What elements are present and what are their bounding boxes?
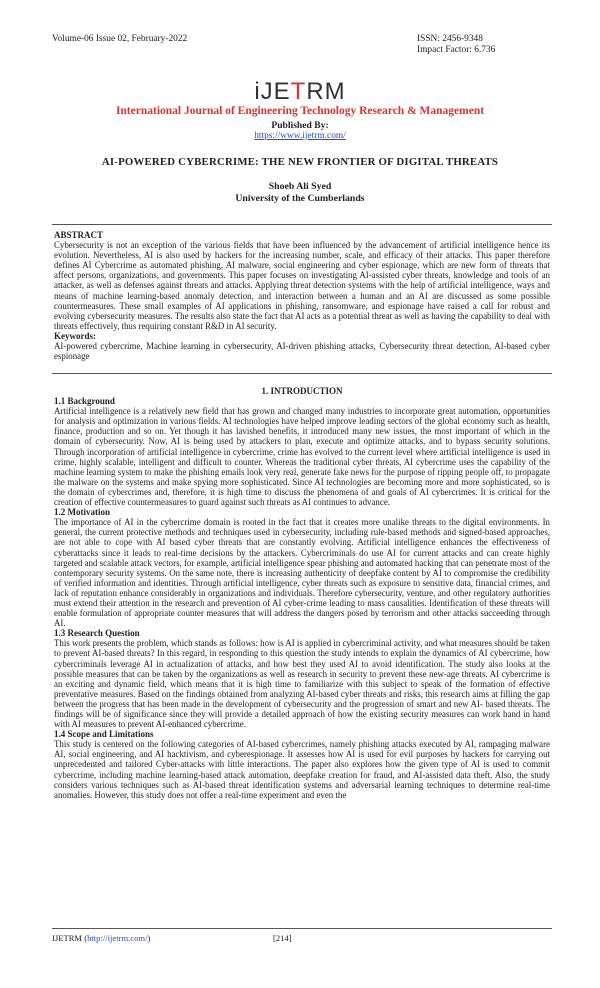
introduction-block: [54, 386, 550, 800]
section-heading-motivation: 1.2 Motivation: [54, 507, 110, 518]
footer-journal: IJETRM (http://ijetrm.com/): [52, 933, 151, 943]
section-text-scope: This study is centered on the following categories of AI-based cybercrimes, namely phishing attacks executed by AI, rampaging malware AI, social engineering, and AI hacktivism, and cyberespionage. It assesses how AI is used for evil purposes by hackers for carrying out unprecedented and tailored Cyber-attacks with little interactions. The paper also explores how the given type of AI is used to commit cybercrime, including machine learning-based attack automation, deepfake creation for fraud, and AI-assisted data theft. Also, the study considers various techniques such as AI-based threat identification systems and adversarial learning techniques to determine real-time anomalies. However, this study does not offer a real-time experiment and even the: [54, 739, 550, 800]
issn: ISSN: 2456-9348: [417, 34, 483, 44]
logo-suffix: RM: [306, 78, 346, 105]
section-text-motivation: The importance of AI in the cybercrime domain is rooted in the fact that it creates more unalike threats to the digital environments. In general, the current protective methods and techniques used in cybersecurity, including rule-based methods and signed-based approaches, are not able to cope with AI based cyber threats that are constantly evolving. Artificial intelligence enhances the effectiveness of cyberattacks since it leads to real-time decisions by the attackers. Cybercriminals do use AI for current attacks and can create highly targeted and scalable attack vectors, for example, artificial intelligence spear phishing and automated hacking that can penetrate most of the contemporary security systems. On the same note, there is increasing authenticity of deepfake content by AI to compromise the credibility of verified information and identities. Through artificial intelligence, cyber threats such as exposure to sensitive data, financial crimes, and lack of reputation enhance considerably in organizations and individuals. Therefore cybersecurity, venture, and other regulatory authorities must extend their attention in the research and prevention of AI cyber-crime leading to mass causalities. Identification of these threats will enable formulation of appropriate counter measures that will address the dangers posed by terrorism and other attacks succeeding through AI.: [54, 517, 550, 629]
section-text-background: Artificial intelligence is a relatively new field that has grown and changed many industries to incorporate great automation, opportunities for analysis and optimization in various fields. AI technologies have helped improve leading sectors of the global economy such as health, finance, production and so on. Yet though it has lavished benefits, it introduced many new issues, the most important of which in the domain of cybersecurity. Now, AI is being used by attackers to plan, execute and optimize attacks, and to bypass security solutions. Through incorporation of artificial intelligence in cybercrime, crime has evolved to the current level where artificial intelligence is used in crime, highly scalable, intelligent and difficult to counter. Whereas the traditional cyber threats, AI cybercrime uses the capability of the machine learning system to make the phishing emails look very real, generate fake news for the purpose of ripping people off, to propagate the malware on the systems and make spying more sophisticated. Since AI technologies are becoming more and more sophisticated, so is the domain of cybercrimes and, therefore, it is high time to discuss the phenomena of and goals of AI cybercrimes. It is critical for the creation of effective countermeasures to guard against such threats as AI continues to advance.: [54, 406, 550, 508]
published-by: Published By:: [271, 120, 329, 131]
footer-link[interactable]: http://ijetrm.com/: [87, 933, 148, 943]
footer-rule: [52, 928, 552, 929]
abstract-top-rule: [52, 224, 552, 225]
abstract-text: Cybersecurity is not an exception of the various fields that have been influenced by the advancement of artificial intelligence hence its evolution. Nevertheless, AI is also used by hackers for the increasing number, scale, and efficacy of their attacks. This paper therefore defines AI Cybercrime as automated phishing, AI malware, social engineering and cyber espionage, which are new form of threats that affect persons, organizations, and governments. This paper focuses on investigating AI-assisted cyber threats, knowledge and tools of an attacker, as well as defenses against threats and attacks. Applying threat detection systems with the help of artificial intelligence, ways and means of machine learning-based anomaly detection, and interaction between a human and an AI are discussed as some possible countermeasures. These small examples of AI applications in phishing, ransomware, and espionage have raised a call for robust and evolving cybersecurity measures. The results also state the fact that AI acts as a potential threat as well as having the capability to deal with threats effectively, thus requiring constant R&D in AI security.: [54, 240, 550, 331]
page-number: [214]: [273, 933, 292, 943]
author-affiliation: University of the Cumberlands: [235, 193, 365, 204]
section-heading-research-question: 1.3 Research Question: [54, 628, 140, 639]
section-text-research-question: This work presents the problem, which stands as follows: how is AI is applied in cybercriminal activity, and what measures should be taken to prevent AI-based threats? In this regard, in responding to this question the study intends to explain the dynamics of AI cybercrime, how cybercriminals leverage AI in actualization of attacks, and how best they used AI to avoid identification. The study also looks at the possible measures that can be taken by the organizations as well as research in security to prevent these new-age threats. AI cybercrime is an exciting and dynamic field, which means that it is high time to familiarize with this subject to speak of the formation of effective preventative measures. Based on the findings obtained from analyzing AI-based cyber threats and risks, this research aims at filling the gap between the progress that has been made in the development of cybersecurity and the progression of smart and new AI- based threats. The findings will be of significance since they will provide a detailed approach of how the existing security measures can work hand in hand with AI measures to prevent AI-enhanced cybercrime.: [54, 638, 550, 730]
introduction-heading: 1. INTRODUCTION: [261, 386, 343, 396]
impact-factor: Impact Factor: 6.736: [417, 45, 496, 55]
journal-name: International Journal of Engineering Technology Research & Management: [115, 105, 485, 117]
journal-logo: [0, 78, 600, 106]
footer-journal-name: IJETRM: [52, 933, 83, 943]
volume-info: Volume-06 Issue 02, February-2022: [52, 34, 188, 44]
logo-accent: T: [290, 78, 307, 105]
abstract-heading: ABSTRACT: [54, 230, 104, 240]
keywords-text: AI-powered cybercrime, Machine learning in cybersecurity, AI-driven phishing attacks, Cybersecurity threat detection, AI-based cyber espionage: [54, 341, 550, 362]
publisher-link[interactable]: https://www.ijetrm.com/: [254, 131, 346, 141]
section-heading-background: 1.1 Background: [54, 396, 115, 407]
abstract-bottom-rule: [52, 373, 552, 374]
section-heading-scope: 1.4 Scope and Limitations: [54, 729, 154, 740]
abstract-block: [54, 230, 550, 361]
logo-prefix: iJE: [254, 78, 291, 105]
author-name: Shoeb Ali Syed: [268, 181, 332, 192]
keywords-heading: Keywords:: [54, 330, 96, 341]
paper-title: AI-POWERED CYBERCRIME: THE NEW FRONTIER OF DIGITAL THREATS: [101, 156, 499, 168]
